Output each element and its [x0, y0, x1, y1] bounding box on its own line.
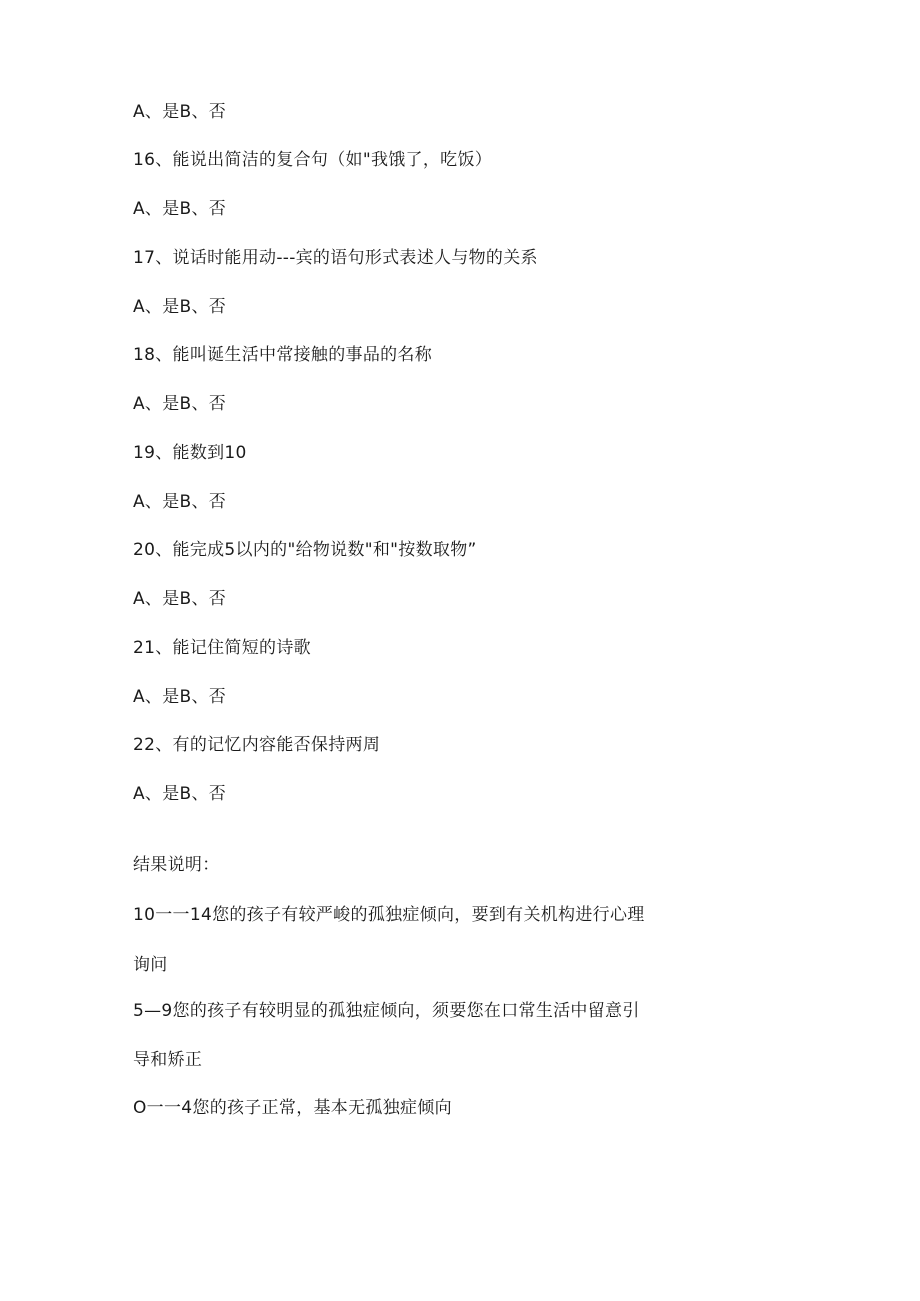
- question-17: 17、说话时能用动---宾的语句形式表述人与物的关系: [133, 248, 538, 268]
- question-options-21: A、是B、否: [133, 687, 227, 707]
- question-16: 16、能说出简洁的复合句（如"我饿了，吃饭）: [133, 150, 493, 170]
- results-heading: 结果说明：: [133, 855, 220, 875]
- question-options-19: A、是B、否: [133, 492, 227, 512]
- question-options-16: A、是B、否: [133, 199, 227, 219]
- question-22: 22、有的记忆内容能否保持两周: [133, 735, 381, 755]
- question-21: 21、能记住简短的诗歌: [133, 638, 311, 658]
- question-18: 18、能叫诞生活中常接触的事品的名称: [133, 345, 433, 365]
- result-line: 10一一14您的孩子有较严峻的孤独症倾向，要到有关机构进行心理: [133, 905, 645, 925]
- question-options-20: A、是B、否: [133, 589, 227, 609]
- question-options-22: A、是B、否: [133, 784, 227, 804]
- result-line: 导和矫正: [133, 1050, 203, 1070]
- question-options-17: A、是B、否: [133, 297, 227, 317]
- result-line: 5—9您的孩子有较明显的孤独症倾向，须要您在口常生活中留意引: [133, 1001, 640, 1021]
- result-line: O一一4您的孩子正常，基本无孤独症倾向: [133, 1098, 452, 1118]
- question-19: 19、能数到10: [133, 443, 247, 463]
- question-options-18: A、是B、否: [133, 394, 227, 414]
- result-line: 询问: [133, 955, 168, 975]
- question-20: 20、能完成5以内的"给物说数"和"按数取物”: [133, 540, 477, 560]
- question-options-15: A、是B、否: [133, 102, 227, 122]
